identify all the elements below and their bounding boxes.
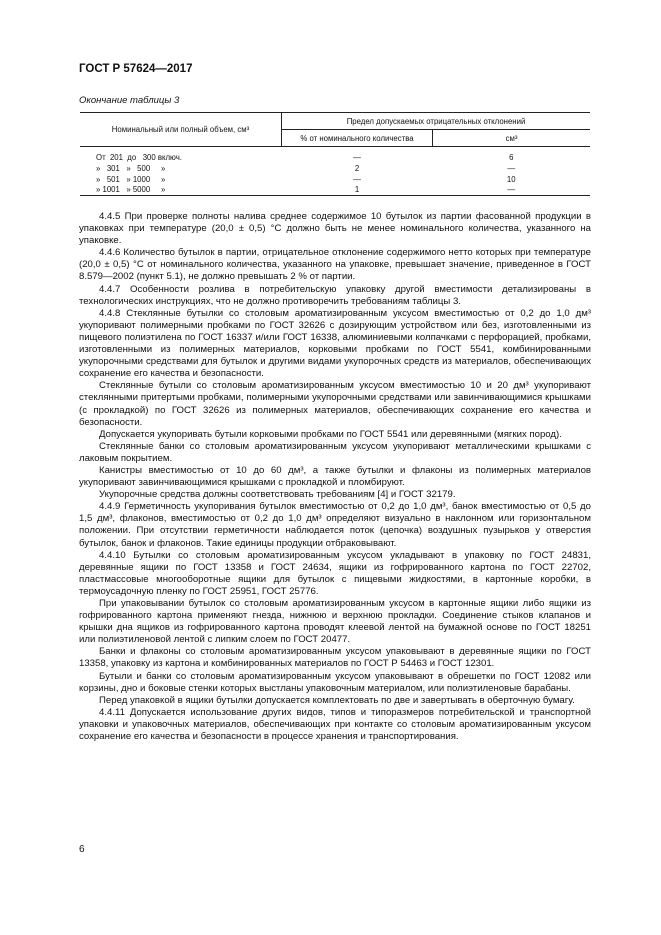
range-cell: » 301 » 500 » bbox=[96, 163, 166, 173]
page-number: 6 bbox=[79, 844, 85, 855]
paragraph: Перед упаковкой в ящики бутылки допускается комплектовать по две и завертывать в оберточную бумагу. bbox=[99, 694, 575, 706]
paragraph: 4.4.9 Герметичность укупоривания бутылок вместимостью от 0,2 до 1,0 дм³, банок вместимостью от 0,5 до 1,5 дм³, флаконов, вместимостью от 0,2 до 1,0 дм³ определяют визуально в наклонном или горизонтальном положении. При отсутствии герметичности наблюдается поток (цепочка) воздушных пузырьков у отверстия бутылок, банок и флаконов. Такие единицы продукции отбраковывают. bbox=[79, 501, 591, 549]
percent-cell: — bbox=[353, 152, 361, 162]
table-row bbox=[80, 185, 590, 196]
percent-cell: 1 bbox=[354, 185, 360, 195]
cm3-cell: — bbox=[507, 163, 516, 173]
table-row bbox=[80, 174, 590, 185]
paragraph: 4.4.5 При проверке полноты налива среднее содержимое 10 бутылок из партии фасованной продукции в упаковках при температуре (20,0 ± 0,5) °С должно быть не менее номинального количества, указанного на упаковке. bbox=[79, 211, 591, 247]
table-row bbox=[80, 163, 590, 174]
range-cell: От 201 до 300 включ. bbox=[96, 152, 182, 162]
col-volume-header: Номинальный или полный объем, см³ bbox=[80, 113, 282, 147]
paragraph: Допускается укупоривать бутыли корковыми пробками по ГОСТ 5541 или деревянными (мягких пород). bbox=[99, 428, 562, 440]
table-3 bbox=[80, 112, 590, 196]
cm3-cell: 10 bbox=[506, 174, 516, 184]
paragraph: 4.4.10 Бутылки со столовым ароматизированным уксусом укладывают в упаковку по ГОСТ 24831, деревянные ящики по ГОСТ 13358 и ГОСТ 24634, ящики из гофрированного картона по ГОСТ 22702, пластмассовые многооборотные ящики для бутылок с пищевыми жидкостями, в картонные коробки, в термоусадочную пленку по ГОСТ 25951, ГОСТ 25776. bbox=[79, 549, 591, 597]
body-text bbox=[79, 211, 591, 743]
document-header: ГОСТ Р 57624—2017 bbox=[79, 63, 193, 75]
col-cm3-header: см³ bbox=[433, 130, 591, 147]
table-caption: Окончание таблицы 3 bbox=[79, 95, 180, 106]
paragraph: 4.4.8 Стеклянные бутылки со столовым ароматизированным уксусом вместимостью от 0,2 до 1,0 дм³ укупоривают полимерными пробками по ГОСТ 32626 с дозирующим устройством или без, изготовленными из пищевого полиэтилена по ГОСТ 16337 и/или ГОСТ 16338, алюминиевыми колпачками с перфорацией, пробками, изготовленными из полимерных материалов, корковыми пробками по ГОСТ 5541, комбинированными укупорочными средствами для бутылок и другими видами укупорочных средств из материалов, обеспечивающих сохранение его качества и безопасности. bbox=[79, 307, 591, 380]
paragraph: 4.4.7 Особенности розлива в потребительскую упаковку другой вместимости детализированы в технологических инструкциях, что не должно противоречить требованиям таблицы 3. bbox=[79, 283, 591, 307]
table-row bbox=[80, 152, 590, 163]
percent-cell: — bbox=[353, 174, 361, 184]
paragraph: Укупорочные средства должны соответствовать требованиям [4] и ГОСТ 32179. bbox=[99, 489, 456, 501]
col-deviation-group-header: Предел допускаемых отрицательных отклонений bbox=[282, 113, 591, 130]
cm3-cell: 6 bbox=[509, 152, 514, 162]
range-cell: » 1001 » 5000 » bbox=[96, 185, 166, 195]
paragraph: Канистры вместимостью от 10 до 60 дм³, а также бутылки и флаконы из полимерных материалов укупоривают завинчивающимися крышками с прокладкой и пломбируют. bbox=[79, 464, 591, 489]
range-cell: » 501 » 1000 » bbox=[96, 174, 166, 184]
col-percent-header: % от номинального количества bbox=[282, 130, 433, 147]
paragraph: Банки и флаконы со столовым ароматизированным уксусом упаковывают в деревянные ящики по ГОСТ 13358, упаковку из картона и комбинированных материалов по ГОСТ Р 54463 и ГОСТ 12301. bbox=[79, 646, 591, 670]
paragraph: 4.4.11 Допускается использование других видов, типов и типоразмеров потребительской и транспортной упаковки и упаковочных материалов, обеспечивающих при контакте со столовым ароматизированным уксусом сохранение его качества и безопасности в процессе хранения и транспортирования. bbox=[79, 706, 591, 743]
paragraph: 4.4.6 Количество бутылок в партии, отрицательное отклонение содержимого нетто которых при температуре (20,0 ± 0,5) °С от номинального количества, указанного на упаковке, превышает значение, приведенное в ГОСТ 8.579—2002 (пункт 5.1), не должно превышать 2 % от партии. bbox=[79, 247, 591, 283]
percent-cell: 2 bbox=[354, 163, 360, 173]
cm3-cell: — bbox=[507, 185, 516, 195]
paragraph: При упаковывании бутылок со столовым ароматизированным уксусом в картонные ящики либо ящики из гофрированного картона применяют гнезда, нижнюю и верхнюю прокладки. Соединение стыков клапанов и крышки дна ящиков из гофрированного картона проводят клеевой лентой на бумажной основе по ГОСТ 18251 или полиэтиленовой лентой с липким слоем по ГОСТ 20477. bbox=[79, 598, 591, 646]
paragraph: Стеклянные банки со столовым ароматизированным уксусом укупоривают металлическими крышками с лаковым покрытием. bbox=[79, 440, 591, 464]
paragraph: Стеклянные бутыли со столовым ароматизированным уксусом вместимостью 10 и 20 дм³ укупоривают стеклянными притертыми пробками, полимерными укупорочными средствами или завинчивающимися крышками (с прокладкой) по ГОСТ 32626 из полимерных материалов, обеспечивающих сохранение его качества и безопасности. bbox=[79, 380, 591, 428]
paragraph: Бутыли и банки со столовым ароматизированным уксусом упаковывают в обрешетки по ГОСТ 12082 или корзины, дно и боковые стенки которых выстланы упаковочным материалом, или полиэтиленовые барабаны. bbox=[79, 670, 591, 694]
